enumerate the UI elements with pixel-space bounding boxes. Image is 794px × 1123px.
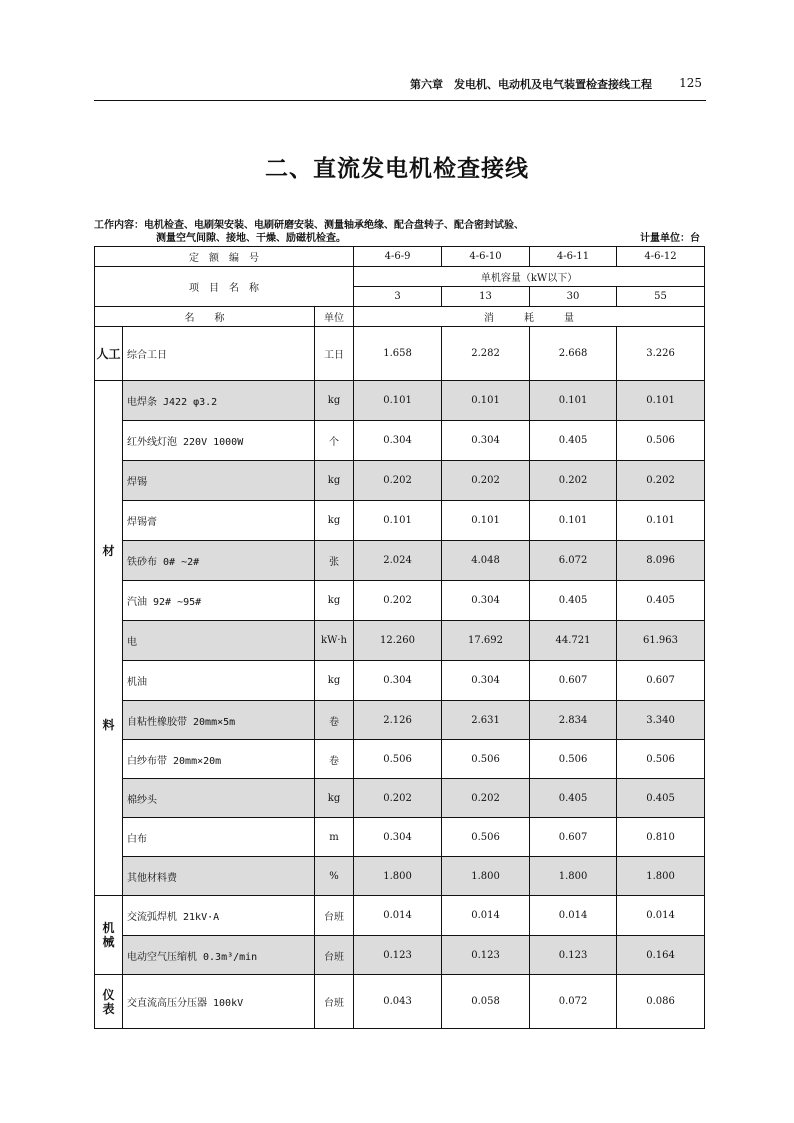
value-cell: 0.072: [530, 975, 617, 1029]
value-cell: 1.800: [617, 857, 705, 896]
capacity-2: 13: [442, 287, 530, 307]
value-cell: 6.072: [530, 541, 617, 581]
value-cell: 0.101: [442, 381, 530, 421]
value-cell: 0.506: [530, 740, 617, 779]
table-row: [95, 541, 705, 581]
value-cell: 0.607: [617, 661, 705, 701]
value-cell: 0.607: [530, 661, 617, 701]
item-unit: kW·h: [315, 621, 354, 661]
value-cell: 0.405: [530, 421, 617, 461]
value-cell: 0.506: [617, 740, 705, 779]
value-cell: 0.810: [617, 818, 705, 857]
item-name: 交直流高压分压器 100kV: [123, 975, 315, 1029]
work-content-label: 工作内容：: [94, 220, 144, 231]
item-name: 自粘性橡胶带 20mm×5m: [123, 701, 315, 740]
category-materials-top: 材: [102, 544, 115, 558]
value-cell: 0.202: [354, 461, 442, 501]
item-unit: kg: [315, 381, 354, 421]
item-unit: kg: [315, 779, 354, 818]
work-content-line2: 测量空气间隙、接地、干燥、励磁机检查。: [156, 233, 346, 244]
item-unit: m: [315, 818, 354, 857]
value-cell: 3.226: [617, 327, 705, 381]
value-cell: 1.800: [442, 857, 530, 896]
item-name: 棉纱头: [123, 779, 315, 818]
value-cell: 0.202: [530, 461, 617, 501]
item-name: 电动空气压缩机 0.3m³/min: [123, 936, 315, 975]
table-row: [95, 779, 705, 818]
table-row: [95, 818, 705, 857]
item-unit: kg: [315, 661, 354, 701]
category-labor: 人工: [95, 327, 123, 381]
header-rule: [94, 100, 706, 101]
item-name: 焊锡: [123, 461, 315, 501]
item-unit: 卷: [315, 740, 354, 779]
value-cell: 0.304: [354, 661, 442, 701]
value-cell: 0.101: [617, 381, 705, 421]
value-cell: 0.101: [354, 381, 442, 421]
table-row: [95, 936, 705, 975]
value-cell: 0.058: [442, 975, 530, 1029]
table-row: [95, 661, 705, 701]
work-content: [94, 219, 704, 245]
value-cell: 0.607: [530, 818, 617, 857]
value-cell: 0.101: [617, 501, 705, 541]
value-cell: 0.043: [354, 975, 442, 1029]
table-row: [95, 327, 705, 381]
value-cell: 0.202: [442, 779, 530, 818]
item-name: 交流弧焊机 21kV·A: [123, 896, 315, 936]
value-cell: 0.506: [442, 818, 530, 857]
value-cell: 3.340: [617, 701, 705, 740]
capacity-1: 3: [354, 287, 442, 307]
quota-code-3: 4-6-11: [530, 247, 617, 267]
value-cell: 0.304: [442, 581, 530, 621]
item-name-label: 项 目 名 称: [95, 267, 354, 307]
value-cell: 2.668: [530, 327, 617, 381]
quota-code-label: 定 额 编 号: [95, 247, 354, 267]
value-cell: 0.123: [530, 936, 617, 975]
value-cell: 0.506: [442, 740, 530, 779]
table-row: [95, 581, 705, 621]
value-cell: 0.014: [442, 896, 530, 936]
value-cell: 0.164: [617, 936, 705, 975]
value-cell: 0.304: [354, 818, 442, 857]
item-unit: 个: [315, 421, 354, 461]
item-unit: 台班: [315, 896, 354, 936]
item-unit: kg: [315, 581, 354, 621]
value-cell: 2.631: [442, 701, 530, 740]
quota-table: [94, 246, 705, 1029]
table-row: [95, 501, 705, 541]
value-cell: 0.101: [354, 501, 442, 541]
value-cell: 0.014: [530, 896, 617, 936]
table-row: [95, 701, 705, 740]
quota-code-2: 4-6-10: [442, 247, 530, 267]
value-cell: 0.405: [530, 581, 617, 621]
capacity-3: 30: [530, 287, 617, 307]
item-unit: 张: [315, 541, 354, 581]
col-name-header: 名 称: [95, 307, 315, 327]
item-name: 电焊条 J422 φ3.2: [123, 381, 315, 421]
value-cell: 0.304: [442, 421, 530, 461]
value-cell: 0.086: [617, 975, 705, 1029]
value-cell: 0.304: [354, 421, 442, 461]
table-row: [95, 381, 705, 421]
value-cell: 0.405: [617, 779, 705, 818]
value-cell: 0.202: [354, 779, 442, 818]
running-header: [94, 70, 706, 96]
item-name: 汽油 92# ~95#: [123, 581, 315, 621]
value-cell: 2.126: [354, 701, 442, 740]
table-row: [95, 896, 705, 936]
value-cell: 0.202: [617, 461, 705, 501]
value-cell: 0.202: [354, 581, 442, 621]
category-materials: [95, 381, 123, 896]
item-unit: 卷: [315, 701, 354, 740]
capacity-4: 55: [617, 287, 705, 307]
value-cell: 17.692: [442, 621, 530, 661]
value-cell: 12.260: [354, 621, 442, 661]
item-unit: kg: [315, 501, 354, 541]
value-cell: 0.123: [442, 936, 530, 975]
item-name: 电: [123, 621, 315, 661]
value-cell: 0.123: [354, 936, 442, 975]
table-row: [95, 975, 705, 1029]
quota-code-4: 4-6-12: [617, 247, 705, 267]
item-name: 其他材料费: [123, 857, 315, 896]
unit-label: 计量单位：台: [640, 233, 700, 244]
value-cell: 1.800: [530, 857, 617, 896]
value-cell: 0.101: [442, 501, 530, 541]
value-cell: 0.101: [530, 381, 617, 421]
value-cell: 0.202: [442, 461, 530, 501]
item-unit: %: [315, 857, 354, 896]
category-instruments: 仪表: [95, 975, 123, 1029]
value-cell: 8.096: [617, 541, 705, 581]
capacity-label: 单机容量（kW以下）: [354, 267, 705, 287]
table-row: [95, 621, 705, 661]
value-cell: 44.721: [530, 621, 617, 661]
value-cell: 0.014: [617, 896, 705, 936]
value-cell: 0.304: [442, 661, 530, 701]
value-cell: 2.834: [530, 701, 617, 740]
value-cell: 1.800: [354, 857, 442, 896]
work-content-line1: 电机检查、电刷架安装、电刷研磨安装、测量轴承绝缘、配合盘转子、配合密封试验、: [144, 220, 524, 231]
table-row: [95, 740, 705, 779]
value-cell: 0.405: [617, 581, 705, 621]
col-consumption-header: 消 耗 量: [354, 307, 705, 327]
section-title: 二、直流发电机检查接线: [265, 156, 529, 182]
table-row: [95, 857, 705, 896]
item-name: 综合工日: [123, 327, 315, 381]
value-cell: 0.506: [617, 421, 705, 461]
value-cell: 1.658: [354, 327, 442, 381]
table-row: [95, 421, 705, 461]
item-name: 红外线灯泡 220V 1000W: [123, 421, 315, 461]
table-row: [95, 461, 705, 501]
item-unit: 台班: [315, 975, 354, 1029]
value-cell: 0.014: [354, 896, 442, 936]
value-cell: 0.405: [530, 779, 617, 818]
item-unit: 工日: [315, 327, 354, 381]
value-cell: 2.024: [354, 541, 442, 581]
quota-code-1: 4-6-9: [354, 247, 442, 267]
col-unit-header: 单位: [315, 307, 354, 327]
item-name: 机油: [123, 661, 315, 701]
value-cell: 4.048: [442, 541, 530, 581]
value-cell: 2.282: [442, 327, 530, 381]
item-unit: 台班: [315, 936, 354, 975]
value-cell: 61.963: [617, 621, 705, 661]
page-number: 125: [679, 76, 702, 90]
item-name: 白布: [123, 818, 315, 857]
item-name: 白纱布带 20mm×20m: [123, 740, 315, 779]
item-name: 铁砂布 0# ~2#: [123, 541, 315, 581]
item-unit: kg: [315, 461, 354, 501]
chapter-title: 第六章 发电机、电动机及电气装置检查接线工程: [410, 78, 652, 91]
category-materials-bottom: 料: [102, 718, 115, 732]
item-name: 焊锡膏: [123, 501, 315, 541]
value-cell: 0.101: [530, 501, 617, 541]
category-machinery: 机械: [95, 896, 123, 975]
value-cell: 0.506: [354, 740, 442, 779]
